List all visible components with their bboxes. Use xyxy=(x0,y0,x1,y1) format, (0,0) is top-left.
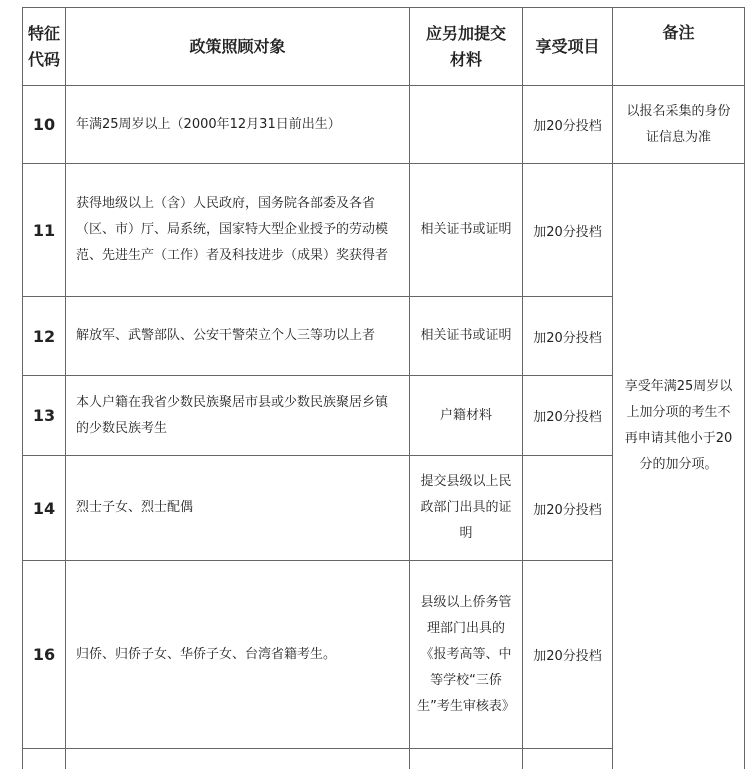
row-materials: 提交县级以上民政部门出具的证明 xyxy=(410,456,523,561)
row-target: 归侨、归侨子女、华侨子女、台湾省籍考生。 xyxy=(66,561,410,749)
row-materials: 相关证书或证明 xyxy=(410,297,523,376)
table-row xyxy=(23,86,745,164)
row-materials: 县级以上侨务管理部门出具的《报考高等、中等学校“三侨生”考生审核表》 xyxy=(410,561,523,749)
row-code: 10 xyxy=(23,86,66,164)
header-note-label: 备注 xyxy=(662,23,695,42)
table-row xyxy=(23,164,745,297)
row-benefit: 加20分投档 xyxy=(523,164,613,297)
row-code: 16 xyxy=(23,561,66,749)
header-row xyxy=(23,8,745,86)
partial-cell xyxy=(23,749,66,769)
row-materials: 相关证书或证明 xyxy=(410,164,523,297)
header-benefit-label: 享受项目 xyxy=(535,36,600,56)
row-target: 获得地级以上（含）人民政府，国务院各部委及各省（区、市）厅、局系统，国家特大型企业授予的劳动模范、先进生产（工作）者及科技进步（成果）奖获得者 xyxy=(66,164,410,297)
shared-note: 享受年满25周岁以上加分项的考生不再申请其他小于20分的加分项。 xyxy=(613,164,745,769)
row-benefit: 加20分投档 xyxy=(523,561,613,749)
row-benefit: 加20分投档 xyxy=(523,86,613,164)
row-benefit: 加20分投档 xyxy=(523,376,613,456)
partial-cell xyxy=(410,749,523,769)
header-code xyxy=(23,8,66,86)
row-code: 11 xyxy=(23,164,66,297)
row-code: 12 xyxy=(23,297,66,376)
header-note xyxy=(613,8,745,86)
row-materials xyxy=(410,86,523,164)
row-target: 烈士子女、烈士配偶 xyxy=(66,456,410,561)
row-code: 13 xyxy=(23,376,66,456)
policy-table xyxy=(22,7,745,769)
partial-cell xyxy=(523,749,613,769)
header-benefit xyxy=(523,8,613,86)
header-materials xyxy=(410,8,523,86)
header-materials-label: 应另加提交材料 xyxy=(425,23,506,69)
row-benefit: 加20分投档 xyxy=(523,456,613,561)
row-target: 本人户籍在我省少数民族聚居市县或少数民族聚居乡镇的少数民族考生 xyxy=(66,376,410,456)
header-code-label: 特征代码 xyxy=(28,23,61,69)
header-target xyxy=(66,8,410,86)
row-code: 14 xyxy=(23,456,66,561)
row-target: 解放军、武警部队、公安干警荣立个人三等功以上者 xyxy=(66,297,410,376)
row-materials: 户籍材料 xyxy=(410,376,523,456)
header-target-label: 政策照顾对象 xyxy=(189,36,286,56)
partial-cell xyxy=(66,749,410,769)
row-note: 以报名采集的身份证信息为准 xyxy=(613,86,745,164)
row-benefit: 加20分投档 xyxy=(523,297,613,376)
row-target: 年满25周岁以上（2000年12月31日前出生） xyxy=(66,86,410,164)
